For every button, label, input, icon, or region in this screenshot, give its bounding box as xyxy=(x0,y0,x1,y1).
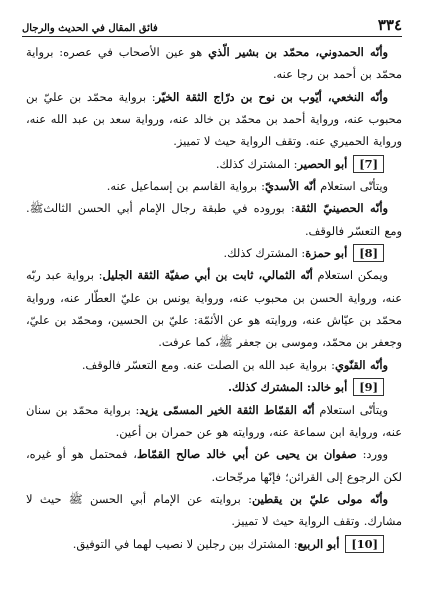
header-rule xyxy=(22,36,402,37)
paragraph-qannawi xyxy=(26,354,402,376)
entry-number: [7] xyxy=(353,155,384,173)
entry-name: أبو الحصير xyxy=(297,156,348,171)
entry-name: أبو حمزة xyxy=(305,246,348,261)
paragraph-text: ويتأتّى استعلام xyxy=(316,179,388,194)
bold-lead: وأنّه القنّوي xyxy=(334,357,388,372)
paragraph-husayni xyxy=(26,197,402,242)
paragraph-text-2: : برواية محمّد بن سنان عنه، ورواية ابن سماعة عنه، وروايته هو عن حمران بن أعين. xyxy=(26,402,402,439)
paragraph-text: : بوروده في طبقة رجال الإمام أبي الحسن الثالث xyxy=(43,201,295,216)
paragraph-mawla xyxy=(26,488,402,533)
entry-number: [8] xyxy=(353,244,384,262)
page-body xyxy=(26,41,402,555)
paragraph-text: : بروايته عن الإمام أبي الحسن ﷺ حيث لا مشارك. وتقف الرواية حيث لا تمييز. xyxy=(26,491,402,529)
running-title: فائق المقال في الحديث والرجال xyxy=(22,23,158,34)
entry-text: : المشترك كذلك. xyxy=(223,246,306,261)
bold-lead: وأنّه مولى عليّ بن يقطين xyxy=(251,491,388,506)
paragraph-text: ويتأتّى استعلام xyxy=(314,402,388,417)
page-header xyxy=(22,14,402,34)
paragraph-nakhai xyxy=(26,86,402,153)
entry-text: : المشترك كذلك. xyxy=(215,156,298,171)
entry-10 xyxy=(26,533,402,555)
entry-text: : المشترك بين رجلين لا نصيب لهما في التوفيق. xyxy=(72,536,298,551)
page-number: ٣٣٤ xyxy=(377,16,402,34)
entry-8 xyxy=(26,242,402,264)
entry-name: أبو خالد xyxy=(311,380,348,395)
paragraph-text: : برواية محمّد بن عليّ بن محبوب عنه، ورواية أحمد بن محمّد بن خالد عنه، ورواية سعد بن عبد الله عنه، ورواية الحميري عنه. وتقف الرواية حيث لا تمييز. xyxy=(26,89,402,149)
paragraph-text-2: : برواية القاسم بن إسماعيل عنه. xyxy=(106,179,265,194)
paragraph-thumali xyxy=(26,264,402,353)
paragraph-asadi xyxy=(26,175,402,197)
entry-7 xyxy=(26,153,402,175)
paragraph-qammat xyxy=(26,399,402,444)
bold-lead: وأنّه الحصينيّ الثقة xyxy=(294,201,388,216)
entry-9 xyxy=(26,376,402,398)
paragraph-tail: ﷺ. ومع التعسّر فالوقف. xyxy=(26,201,402,238)
paragraph-text: : برواية عبد الله بن الصلت عنه. ومع التعسّر فالوقف. xyxy=(81,357,335,372)
paragraph-text: هو عين الأصحاب في عصره: برواية محمّد بن أحمد بن رجا عنه. xyxy=(26,45,402,82)
entry-name: أبو الربيع xyxy=(297,536,340,551)
bold-lead: أنّه الثمالي، ثابت بن أبي صفيّة الثقة الجليل xyxy=(102,268,313,283)
paragraph-text-2: : برواية عبد ربّه عنه، ورواية الحسن بن محبوب عنه، ورواية يونس بن عليّ العطّار عنه، ورواية محمّد بن عيّاش عنه، وروايته هو عن الأئمّة: عليّ بن الحسين، ومحمّد بن عليّ، وجعفر بن محمّد، وموسى بن جعفر ﷺ، كما عرفت. xyxy=(26,268,402,350)
entry-text: : المشترك كذلك. xyxy=(228,380,312,395)
bold-lead: وأنّه النخعي، أيّوب بن نوح بن درّاج الثقة الخيّر xyxy=(155,89,388,104)
paragraph-text: وورد: xyxy=(356,447,388,462)
paragraph-text-2: ، فمحتمل هو أو غيره، لكن الرجوع إلى القرائن؛ فإنّها مرجّحات. xyxy=(26,447,402,484)
paragraph-hamdouni xyxy=(26,41,402,86)
bold-lead: أنّه الأسديّ xyxy=(265,179,317,194)
paragraph-text: ويمكن استعلام xyxy=(312,268,388,283)
entry-number: [9] xyxy=(353,378,384,396)
bold-lead: وأنّه الحمدوني، محمّد بن بشير الّذي xyxy=(208,45,388,59)
bold-lead: أنّه القمّاط الثقة الخير المسمّى يزيد xyxy=(139,402,315,417)
entry-number: [10] xyxy=(345,535,384,553)
bold-lead: صفوان بن يحيى عن أبي خالد صالح القمّاط xyxy=(137,447,357,462)
paragraph-safwan xyxy=(26,443,402,488)
